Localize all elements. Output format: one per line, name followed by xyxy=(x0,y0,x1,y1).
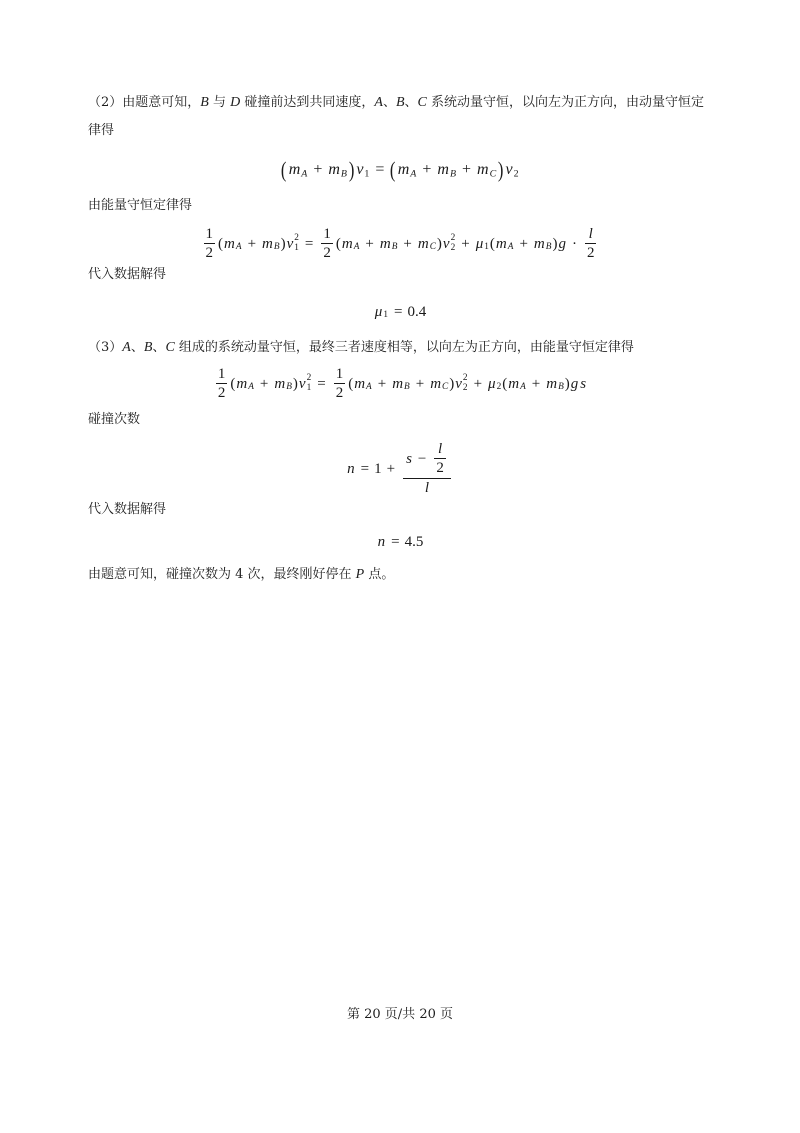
variable-symbol: l xyxy=(424,479,430,496)
subscript: B xyxy=(449,168,457,180)
math-symbol: + xyxy=(461,235,470,252)
script-stack xyxy=(364,169,369,179)
variable-symbol: m xyxy=(224,235,235,252)
math-symbol: 0.4 xyxy=(407,303,427,320)
superscript: 2 xyxy=(462,373,468,384)
math-symbol: + xyxy=(313,161,323,178)
text-run: 碰撞前达到共同速度， xyxy=(240,95,375,110)
fraction-denominator xyxy=(334,383,346,402)
fraction xyxy=(204,226,216,263)
subscript: B xyxy=(558,382,564,393)
math-symbol: = xyxy=(391,533,400,550)
subscript: A xyxy=(507,242,514,253)
math-symbol: + xyxy=(462,161,472,178)
math-symbol: + xyxy=(377,375,387,392)
math-symbol: + xyxy=(403,235,412,252)
math-symbol: ) xyxy=(449,375,455,392)
variable-symbol: m xyxy=(533,235,545,252)
variable-symbol: g xyxy=(558,235,566,252)
variable-symbol: v xyxy=(286,235,294,252)
fraction-denominator xyxy=(585,243,597,262)
subscript: B xyxy=(286,382,292,393)
collision-count-result xyxy=(0,530,800,554)
part3-intro xyxy=(88,336,634,360)
subscript: C xyxy=(489,168,497,180)
math-variable xyxy=(378,534,386,551)
script-stack xyxy=(274,243,280,253)
italic-letter: A xyxy=(374,95,383,110)
momentum-conservation-equation xyxy=(0,155,800,185)
fraction-numerator xyxy=(204,226,216,243)
subscript: A xyxy=(235,242,242,253)
text-run: 、 xyxy=(152,340,166,355)
subscript: 2 xyxy=(496,382,502,393)
conclusion xyxy=(88,563,394,587)
math-variable xyxy=(392,376,410,393)
variable-symbol: m xyxy=(236,375,248,392)
math-symbol: ) xyxy=(498,157,504,182)
variable-symbol: m xyxy=(288,161,301,178)
text-run: 、 xyxy=(130,340,144,355)
math-symbol: ) xyxy=(552,235,558,252)
math-symbol: + xyxy=(422,161,432,178)
text-run: 与 xyxy=(208,95,231,110)
math-symbol: 2 xyxy=(217,385,226,401)
math-variable xyxy=(477,161,496,179)
fraction-numerator xyxy=(334,366,346,383)
script-stack xyxy=(508,243,514,253)
math-symbol: + xyxy=(519,235,528,252)
math-symbol: 4.5 xyxy=(404,533,424,550)
fraction-numerator xyxy=(321,226,333,243)
fraction-denominator xyxy=(216,383,228,402)
italic-letter: A xyxy=(122,340,131,355)
math-symbol: = xyxy=(375,161,385,178)
math-variable xyxy=(299,374,311,394)
script-stack xyxy=(341,169,347,179)
subscript: 1 xyxy=(294,243,299,253)
math-symbol: ) xyxy=(348,157,355,182)
math-symbol: + xyxy=(473,375,483,392)
math-variable xyxy=(546,376,564,393)
variable-symbol: m xyxy=(430,375,442,392)
math-symbol: − xyxy=(417,450,427,467)
fraction-denominator xyxy=(204,243,216,262)
math-symbol: = xyxy=(393,303,403,320)
math-symbol: ( xyxy=(335,235,341,252)
italic-letter: D xyxy=(230,95,241,110)
energy-conservation-label: 由能量守恒定律得 xyxy=(88,198,193,213)
subscript: 1 xyxy=(383,310,388,321)
variable-symbol: n xyxy=(377,533,386,550)
math-variable xyxy=(328,161,347,179)
fraction xyxy=(216,366,228,403)
variable-symbol: m xyxy=(379,235,391,252)
math-symbol: + xyxy=(415,375,425,392)
math-symbol: ( xyxy=(218,235,224,252)
script-stack xyxy=(497,383,502,393)
math-symbol: 2 xyxy=(436,460,444,477)
math-symbol: 2 xyxy=(205,245,214,261)
script-stack xyxy=(392,243,398,253)
superscript: 2 xyxy=(306,373,312,384)
variable-symbol: μ xyxy=(475,235,484,252)
math-symbol: = xyxy=(304,235,314,252)
math-variable xyxy=(437,161,456,179)
math-variable xyxy=(274,376,292,393)
text-run: 由题意可知，碰撞次数为 4 次，最终刚好停在 xyxy=(88,567,356,582)
script-stack xyxy=(354,243,360,253)
script-stack xyxy=(490,169,497,179)
subscript: A xyxy=(248,382,254,393)
math-variable xyxy=(380,236,398,253)
text-run: 、 xyxy=(404,95,418,110)
text-run: 点。 xyxy=(364,567,395,582)
text-run: 律得 xyxy=(88,123,115,138)
variable-symbol: μ xyxy=(488,375,496,392)
math-symbol: + xyxy=(531,375,541,392)
italic-letter: C xyxy=(165,340,175,355)
script-stack xyxy=(546,243,552,253)
subscript: 2 xyxy=(450,243,456,253)
variable-symbol: v xyxy=(442,235,450,252)
math-symbol: ) xyxy=(280,235,286,252)
variable-symbol: v xyxy=(356,161,364,178)
script-stack xyxy=(514,169,519,179)
variable-symbol: n xyxy=(347,460,355,477)
script-stack xyxy=(442,383,448,393)
collision-count-label: 碰撞次数 xyxy=(88,412,141,427)
variable-symbol: m xyxy=(477,161,489,178)
fraction-numerator xyxy=(403,441,451,478)
math-variable xyxy=(289,161,308,179)
script-stack xyxy=(520,383,526,393)
math-symbol: = xyxy=(317,375,326,392)
italic-letter: B xyxy=(143,340,153,355)
text-run: 系统动量守恒，以向左为正方向，由动量守恒定 xyxy=(426,95,705,110)
math-variable xyxy=(398,161,417,179)
math-variable xyxy=(356,161,369,179)
subscript: A xyxy=(353,242,360,253)
math-variable xyxy=(425,480,429,497)
variable-symbol: s xyxy=(406,450,412,467)
variable-symbol: m xyxy=(262,235,273,252)
math-symbol: = xyxy=(360,460,370,477)
math-variable xyxy=(476,236,489,253)
variable-symbol: m xyxy=(508,375,520,392)
math-variable xyxy=(375,304,388,321)
subscript: 1 xyxy=(306,383,312,393)
subscript: 2 xyxy=(462,383,468,393)
math-symbol: ( xyxy=(502,375,508,392)
script-stack xyxy=(236,243,242,253)
fraction-numerator xyxy=(434,441,446,458)
math-variable xyxy=(580,376,586,393)
italic-letter: B xyxy=(395,95,405,110)
text-run: 组成的系统动量守恒，最终三者速度相等，以向左为正方向，由能量守恒定律得 xyxy=(174,340,634,355)
text-run: （2）由题意可知， xyxy=(88,95,201,110)
fraction xyxy=(334,366,346,403)
part2-intro xyxy=(88,89,704,145)
math-variable xyxy=(589,226,593,243)
math-symbol: 1 xyxy=(335,365,344,382)
script-stack xyxy=(383,311,388,321)
math-variable xyxy=(438,441,442,458)
math-variable xyxy=(406,451,412,468)
variable-symbol: v xyxy=(505,161,513,178)
math-variable xyxy=(347,461,355,478)
subscript: 1 xyxy=(364,168,370,180)
italic-letter: B xyxy=(200,95,209,110)
script-stack xyxy=(248,383,254,393)
variable-symbol: g xyxy=(570,375,579,392)
math-symbol: ) xyxy=(436,235,442,252)
subscript: 1 xyxy=(484,242,489,253)
script-stack xyxy=(366,383,372,393)
variable-symbol: v xyxy=(455,375,462,392)
italic-letter: C xyxy=(417,95,427,110)
math-variable xyxy=(287,234,299,254)
variable-symbol: m xyxy=(274,375,286,392)
math-symbol: ) xyxy=(564,375,570,392)
math-symbol: 2 xyxy=(586,245,595,261)
math-symbol: ( xyxy=(348,375,354,392)
math-symbol: ( xyxy=(230,375,236,392)
script-stack xyxy=(404,383,410,393)
math-symbol: ) xyxy=(292,375,298,392)
italic-letter: P xyxy=(355,567,365,582)
variable-symbol: μ xyxy=(374,303,383,320)
math-variable xyxy=(488,376,501,393)
variable-symbol: m xyxy=(328,161,340,178)
energy-conservation-equation xyxy=(0,222,800,266)
math-symbol: ( xyxy=(489,235,495,252)
fraction-denominator xyxy=(321,243,333,262)
math-variable xyxy=(506,161,519,179)
subscript: C xyxy=(442,382,449,393)
collision-count-formula xyxy=(0,438,800,500)
script-stack xyxy=(463,374,468,394)
math-symbol: 1 xyxy=(374,460,382,477)
math-variable xyxy=(571,376,579,393)
script-stack xyxy=(484,243,489,253)
script-stack xyxy=(307,374,312,394)
variable-symbol: m xyxy=(354,375,366,392)
math-symbol: ( xyxy=(281,157,287,182)
subscript: A xyxy=(366,382,372,393)
subscript: A xyxy=(520,382,526,393)
superscript: 2 xyxy=(450,233,456,244)
variable-symbol: m xyxy=(437,161,449,178)
substitute-data-label: 代入数据解得 xyxy=(88,502,167,517)
subscript: B xyxy=(404,382,410,393)
script-stack xyxy=(286,383,292,393)
variable-symbol: m xyxy=(417,235,429,252)
math-symbol: 1 xyxy=(205,225,214,242)
math-variable xyxy=(508,376,526,393)
math-variable xyxy=(496,236,514,253)
math-symbol: 2 xyxy=(335,385,344,401)
variable-symbol: s xyxy=(580,375,587,392)
script-stack xyxy=(294,234,299,254)
math-symbol: 2 xyxy=(323,245,331,261)
math-symbol: 1 xyxy=(323,225,331,242)
subscript: B xyxy=(340,168,347,180)
math-variable xyxy=(418,236,436,253)
script-stack xyxy=(558,383,564,393)
script-stack xyxy=(301,169,307,179)
text-run: 、 xyxy=(382,95,396,110)
fraction-numerator xyxy=(585,226,597,243)
system-energy-equation xyxy=(0,362,800,406)
superscript: 2 xyxy=(294,233,299,244)
fraction-denominator xyxy=(403,478,451,497)
variable-symbol: l xyxy=(588,225,593,242)
script-stack xyxy=(450,169,456,179)
page-number: 第 20 页/共 20 页 xyxy=(347,1007,453,1022)
variable-symbol: l xyxy=(438,441,443,458)
math-symbol: ( xyxy=(390,157,396,182)
math-variable xyxy=(430,376,448,393)
math-variable xyxy=(342,236,360,253)
variable-symbol: v xyxy=(298,375,306,392)
math-symbol: + xyxy=(247,235,257,252)
variable-symbol: m xyxy=(397,161,410,178)
friction-coefficient-result xyxy=(0,300,800,324)
substitute-data-label: 代入数据解得 xyxy=(88,267,167,282)
subscript: A xyxy=(410,168,417,180)
math-variable xyxy=(236,376,254,393)
math-variable xyxy=(224,236,242,253)
subscript: B xyxy=(545,242,552,253)
script-stack xyxy=(451,234,456,254)
math-symbol: 1 xyxy=(217,365,226,382)
subscript: C xyxy=(429,242,436,253)
math-variable xyxy=(354,376,372,393)
fraction xyxy=(434,441,446,478)
math-symbol: + xyxy=(259,375,269,392)
math-variable xyxy=(443,234,455,254)
math-variable xyxy=(262,236,280,253)
text-run: （3） xyxy=(88,340,123,355)
variable-symbol: m xyxy=(546,375,558,392)
fraction-numerator xyxy=(216,366,228,383)
subscript: B xyxy=(391,242,398,253)
fraction-denominator xyxy=(434,458,446,477)
math-variable xyxy=(534,236,552,253)
fraction xyxy=(403,441,451,497)
fraction xyxy=(585,226,597,263)
variable-symbol: m xyxy=(341,235,353,252)
subscript: A xyxy=(301,168,308,180)
math-variable xyxy=(455,374,467,394)
script-stack xyxy=(410,169,416,179)
fraction xyxy=(321,226,333,263)
subscript: 2 xyxy=(513,168,519,180)
variable-symbol: m xyxy=(495,235,507,252)
math-symbol: + xyxy=(386,460,396,477)
math-symbol: · xyxy=(571,235,577,252)
script-stack xyxy=(430,243,436,253)
subscript: B xyxy=(273,242,280,253)
math-symbol: + xyxy=(365,235,374,252)
math-variable xyxy=(558,236,566,253)
variable-symbol: m xyxy=(392,375,404,392)
